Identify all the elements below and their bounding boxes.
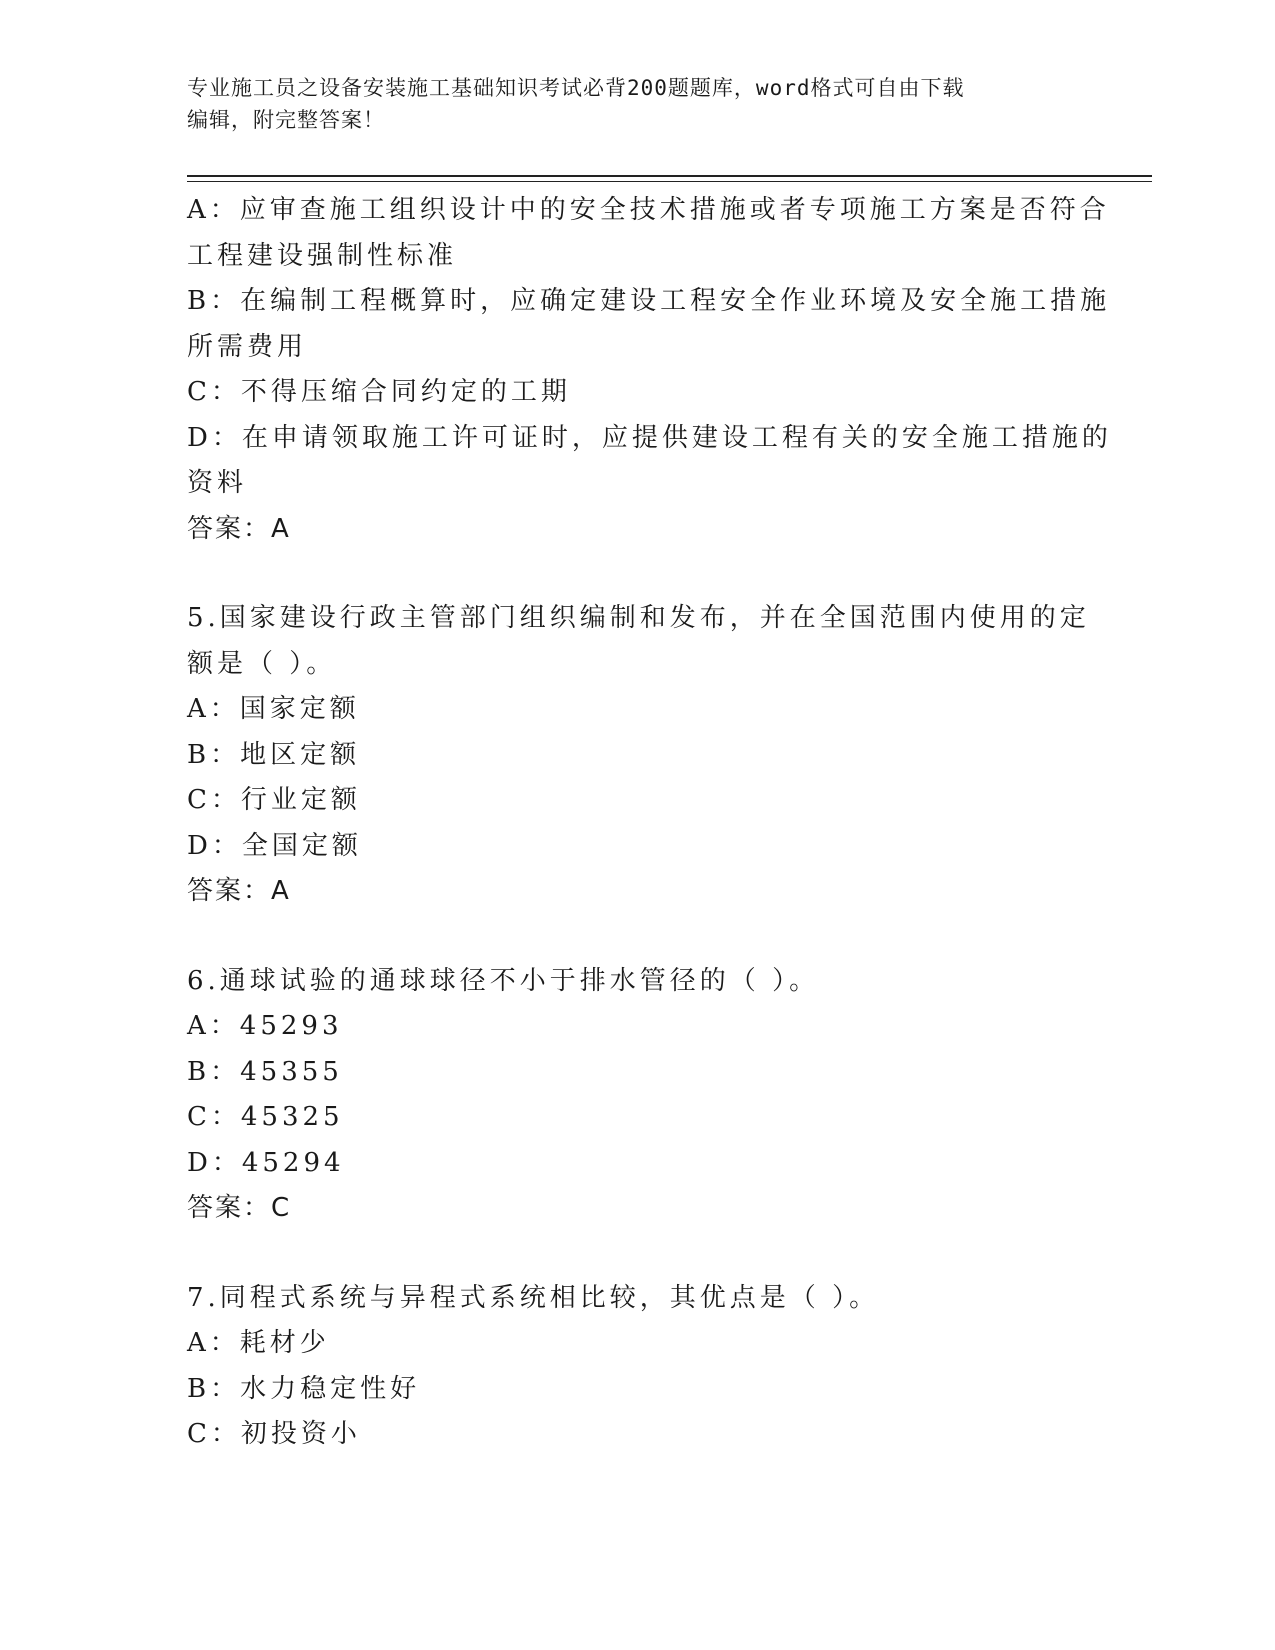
q4-option-b-line1: B：在编制工程概算时，应确定建设工程安全作业环境及安全施工措施 <box>187 286 1111 316</box>
header-divider-thick <box>187 175 1152 177</box>
q7-option-c: C：初投资小 <box>187 1419 361 1449</box>
q6-option-a: A：45293 <box>187 1011 343 1041</box>
spacer <box>187 1232 1087 1276</box>
q6-option-c: C：45325 <box>187 1102 344 1132</box>
q7-stem: 7.同程式系统与异程式系统相比较，其优点是（ ）。 <box>187 1282 880 1313</box>
q6-stem: 6.通球试验的通球球径不小于排水管径的（ ）。 <box>187 965 820 996</box>
q5-option-d: D：全国定额 <box>187 830 362 861</box>
header-title-line2: 编辑，附完整答案！ <box>187 108 385 132</box>
q4-answer: 答案：A <box>187 513 291 544</box>
document-header <box>187 72 1067 136</box>
q6-option-b: B：45355 <box>187 1056 343 1087</box>
q4-option-d-line1: D：在申请领取施工许可证时，应提供建设工程有关的安全施工措施的 <box>187 422 1112 453</box>
q5-answer: 答案：A <box>187 876 291 906</box>
q6-option-d: D：45294 <box>187 1147 345 1178</box>
question-6 <box>187 959 1087 1232</box>
q5-stem-line2: 额是（ ）。 <box>187 648 337 679</box>
question-content <box>187 188 1112 1458</box>
q7-option-a: A：耗材少 <box>187 1328 330 1358</box>
q6-answer: 答案：C <box>187 1193 292 1223</box>
q7-option-b: B：水力稳定性好 <box>187 1373 421 1404</box>
question-7 <box>187 1276 1087 1458</box>
header-title-line1: 专业施工员之设备安装施工基础知识考试必背200题题库，word格式可自由下载 <box>187 76 965 100</box>
spacer <box>187 552 1087 596</box>
question-5 <box>187 596 1090 915</box>
q5-option-a: A：国家定额 <box>187 694 360 724</box>
q5-stem-line1: 5.国家建设行政主管部门组织编制和发布，并在全国范围内使用的定 <box>187 603 1090 633</box>
q5-option-b: B：地区定额 <box>187 739 361 770</box>
q4-option-a-line2: 工程建设强制性标准 <box>187 240 458 271</box>
question-4 <box>187 188 1112 552</box>
q4-option-c: C：不得压缩合同约定的工期 <box>187 377 571 407</box>
spacer <box>187 915 1087 959</box>
q5-option-c: C：行业定额 <box>187 785 361 815</box>
q4-option-a-line1: A：应审查施工组织设计中的安全技术措施或者专项施工方案是否符合 <box>187 195 1110 225</box>
header-divider-thin <box>187 181 1152 182</box>
q4-option-d-line2: 资料 <box>187 468 248 498</box>
q4-option-b-line2: 所需费用 <box>187 331 308 362</box>
